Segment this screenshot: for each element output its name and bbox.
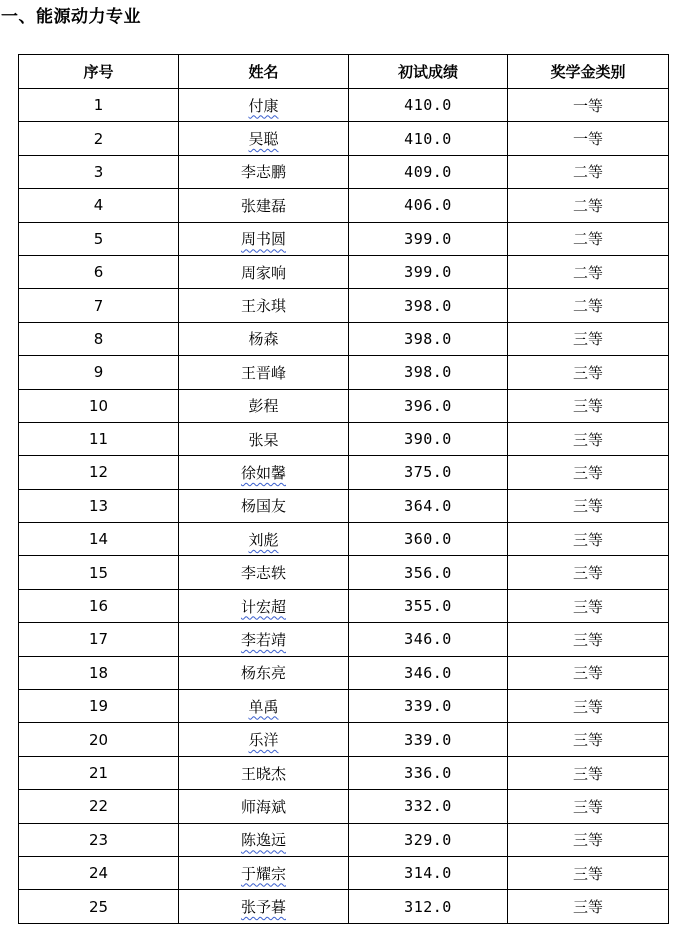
row-category: 三等	[508, 856, 669, 889]
row-score: 375.0	[349, 456, 508, 489]
scholarship-table	[18, 54, 669, 924]
row-name: 单禹	[248, 697, 279, 716]
row-score: 360.0	[349, 523, 508, 556]
row-name-cell	[179, 523, 349, 556]
row-index: 21	[19, 756, 179, 789]
table-header-row	[19, 55, 669, 89]
row-name-cell	[179, 890, 349, 923]
row-index: 25	[19, 890, 179, 923]
table-row	[19, 489, 669, 522]
row-name: 王永琪	[240, 297, 286, 316]
row-score: 356.0	[349, 556, 508, 589]
row-name-cell	[179, 89, 349, 122]
row-name-cell	[179, 222, 349, 255]
row-name: 周书圆	[240, 230, 286, 249]
row-score: 396.0	[349, 389, 508, 422]
row-category: 二等	[508, 155, 669, 188]
row-name: 付康	[248, 96, 279, 115]
table-row	[19, 222, 669, 255]
row-index: 2	[19, 122, 179, 155]
row-category: 二等	[508, 255, 669, 288]
row-category: 三等	[508, 356, 669, 389]
row-score: 398.0	[349, 289, 508, 322]
row-name-cell	[179, 589, 349, 622]
row-name-cell	[179, 623, 349, 656]
row-score: 314.0	[349, 856, 508, 889]
table-row	[19, 456, 669, 489]
table-row	[19, 723, 669, 756]
row-category: 三等	[508, 723, 669, 756]
table-row	[19, 823, 669, 856]
table-row	[19, 155, 669, 188]
row-index: 4	[19, 189, 179, 222]
table-row	[19, 122, 669, 155]
row-name-cell	[179, 422, 349, 455]
row-index: 12	[19, 456, 179, 489]
row-category: 三等	[508, 756, 669, 789]
header-index: 序号	[19, 55, 179, 89]
row-name-cell	[179, 289, 349, 322]
row-category: 三等	[508, 589, 669, 622]
row-index: 10	[19, 389, 179, 422]
row-category: 三等	[508, 322, 669, 355]
row-score: 364.0	[349, 489, 508, 522]
header-name: 姓名	[179, 55, 349, 89]
row-score: 346.0	[349, 656, 508, 689]
row-category: 三等	[508, 489, 669, 522]
table-row	[19, 523, 669, 556]
row-index: 15	[19, 556, 179, 589]
row-name-cell	[179, 656, 349, 689]
row-score: 355.0	[349, 589, 508, 622]
row-name-cell	[179, 356, 349, 389]
row-category: 三等	[508, 823, 669, 856]
row-score: 339.0	[349, 690, 508, 723]
row-index: 1	[19, 89, 179, 122]
table-row	[19, 890, 669, 923]
row-category: 三等	[508, 523, 669, 556]
row-name: 周家响	[240, 263, 286, 282]
row-name: 杨森	[248, 330, 279, 349]
row-category: 三等	[508, 656, 669, 689]
row-category: 三等	[508, 556, 669, 589]
row-score: 398.0	[349, 356, 508, 389]
row-category: 三等	[508, 623, 669, 656]
row-name: 彭程	[248, 397, 279, 416]
row-index: 9	[19, 356, 179, 389]
table-row	[19, 389, 669, 422]
row-name-cell	[179, 856, 349, 889]
row-score: 399.0	[349, 222, 508, 255]
table-row	[19, 422, 669, 455]
row-name: 张杲	[248, 430, 279, 449]
row-score: 410.0	[349, 89, 508, 122]
row-name: 李若靖	[240, 630, 286, 649]
row-name: 乐洋	[248, 731, 279, 750]
row-index: 11	[19, 422, 179, 455]
row-name: 计宏超	[240, 597, 286, 616]
table-row	[19, 89, 669, 122]
row-index: 16	[19, 589, 179, 622]
table-row	[19, 589, 669, 622]
row-category: 三等	[508, 890, 669, 923]
row-name-cell	[179, 155, 349, 188]
row-score: 339.0	[349, 723, 508, 756]
row-name: 杨东亮	[240, 664, 286, 683]
row-name-cell	[179, 556, 349, 589]
row-category: 三等	[508, 690, 669, 723]
row-score: 336.0	[349, 756, 508, 789]
row-name-cell	[179, 723, 349, 756]
row-score: 329.0	[349, 823, 508, 856]
row-name-cell	[179, 790, 349, 823]
row-name-cell	[179, 255, 349, 288]
header-score: 初试成绩	[349, 55, 508, 89]
table-row	[19, 656, 669, 689]
row-name-cell	[179, 189, 349, 222]
table-row	[19, 322, 669, 355]
row-name: 张予暮	[240, 898, 286, 917]
row-name-cell	[179, 456, 349, 489]
table-row	[19, 690, 669, 723]
row-score: 410.0	[349, 122, 508, 155]
row-index: 20	[19, 723, 179, 756]
row-index: 7	[19, 289, 179, 322]
row-category: 一等	[508, 122, 669, 155]
table-row	[19, 356, 669, 389]
row-category: 三等	[508, 389, 669, 422]
row-name: 王晓杰	[240, 764, 286, 783]
table-row	[19, 623, 669, 656]
row-name-cell	[179, 756, 349, 789]
row-category: 一等	[508, 89, 669, 122]
row-index: 23	[19, 823, 179, 856]
row-name: 于耀宗	[240, 864, 286, 883]
table-row	[19, 756, 669, 789]
table-body	[19, 89, 669, 924]
row-name: 徐如馨	[240, 463, 286, 482]
row-index: 3	[19, 155, 179, 188]
row-name-cell	[179, 389, 349, 422]
row-category: 二等	[508, 189, 669, 222]
row-name-cell	[179, 489, 349, 522]
row-category: 二等	[508, 289, 669, 322]
row-name: 吴聪	[248, 130, 279, 149]
row-name: 刘彪	[248, 530, 279, 549]
row-name-cell	[179, 690, 349, 723]
row-score: 399.0	[349, 255, 508, 288]
row-name: 李志鹏	[240, 163, 286, 182]
row-score: 390.0	[349, 422, 508, 455]
row-score: 406.0	[349, 189, 508, 222]
row-score: 312.0	[349, 890, 508, 923]
row-name: 王晋峰	[240, 363, 286, 382]
row-score: 346.0	[349, 623, 508, 656]
table-row	[19, 189, 669, 222]
row-index: 19	[19, 690, 179, 723]
row-score: 409.0	[349, 155, 508, 188]
row-name: 师海斌	[240, 797, 286, 816]
row-name: 杨国友	[240, 497, 286, 516]
row-name: 张建磊	[240, 196, 286, 215]
row-score: 398.0	[349, 322, 508, 355]
row-name-cell	[179, 122, 349, 155]
row-index: 14	[19, 523, 179, 556]
table-row	[19, 289, 669, 322]
section-title: 一、能源动力专业	[1, 7, 141, 27]
row-category: 二等	[508, 222, 669, 255]
row-index: 8	[19, 322, 179, 355]
header-category: 奖学金类别	[508, 55, 669, 89]
row-index: 13	[19, 489, 179, 522]
table-row	[19, 790, 669, 823]
row-category: 三等	[508, 422, 669, 455]
row-index: 6	[19, 255, 179, 288]
row-index: 18	[19, 656, 179, 689]
row-name: 陈逸远	[240, 831, 286, 850]
row-index: 5	[19, 222, 179, 255]
row-index: 22	[19, 790, 179, 823]
row-index: 24	[19, 856, 179, 889]
table-row	[19, 556, 669, 589]
row-category: 三等	[508, 790, 669, 823]
row-category: 三等	[508, 456, 669, 489]
table-row	[19, 255, 669, 288]
row-name-cell	[179, 823, 349, 856]
row-score: 332.0	[349, 790, 508, 823]
row-index: 17	[19, 623, 179, 656]
row-name: 李志轶	[240, 564, 286, 583]
row-name-cell	[179, 322, 349, 355]
table-row	[19, 856, 669, 889]
